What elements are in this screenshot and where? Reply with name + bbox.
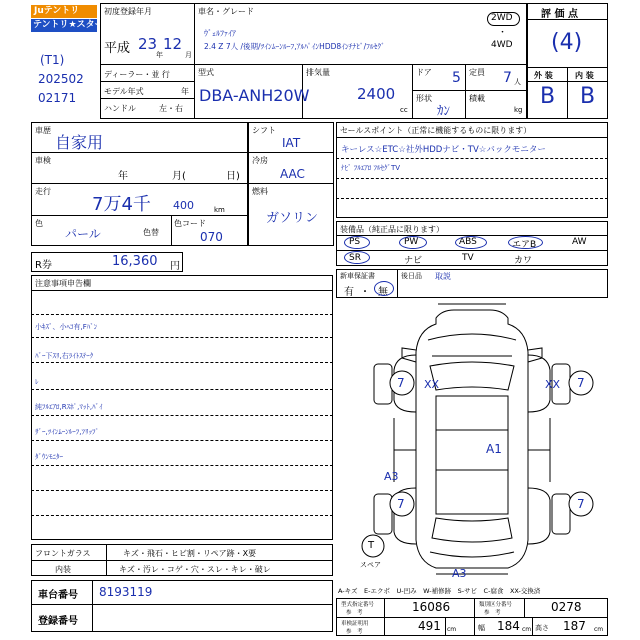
equip-airbag-circle bbox=[508, 236, 543, 249]
color-change-label: 色替 bbox=[143, 228, 159, 237]
equip-ps: PS bbox=[349, 237, 361, 247]
equip-tv: TV bbox=[462, 253, 474, 263]
ac-label: 冷房 bbox=[252, 156, 268, 165]
fuel-label: 燃料 bbox=[252, 187, 268, 196]
capacity-label: 定員 bbox=[469, 68, 485, 77]
interior-cond-value: キズ・汚レ・コゲ・穴・スレ・キレ・破レ bbox=[119, 565, 271, 574]
equip-pw: PW bbox=[404, 237, 419, 247]
width-value: 184 bbox=[497, 619, 520, 633]
drive-4wd: 4WD bbox=[491, 40, 513, 50]
car-name: ｳﾞｪﾙﾌｧｲｱ bbox=[204, 29, 236, 38]
note-line-4: 純ﾌﾙｴｱﾛ,Rｽﾎﾟ,ﾏｯﾄ,ﾊﾞｲ bbox=[35, 403, 103, 411]
front-glass-value: キズ・飛石・ヒビ割・リペア跡・X要 bbox=[123, 549, 257, 558]
equipment-title: 装備品（純正品に限ります） bbox=[340, 225, 444, 234]
color-code-label: 色コード bbox=[174, 219, 206, 228]
type-cert-value: 16086 bbox=[412, 600, 451, 614]
width-label: 幅 bbox=[478, 624, 485, 632]
car-grade: 2.4 Z 7人 /後期/ﾂｲﾝﾑｰﾝﾙｰﾌ,ｱﾙﾊﾟｲﾝHDD8ｲﾝﾁﾅﾋﾞ/ﾌﾙｾｸﾞ bbox=[204, 42, 385, 51]
rear-damage: A3 bbox=[452, 567, 467, 580]
sales-point-line-1: キーレス☆ETC☆社外HDDナビ・TV☆バックモニター bbox=[341, 145, 546, 155]
recycle-box bbox=[31, 252, 183, 272]
length-sub: 参 考 bbox=[346, 629, 363, 635]
capacity-value: 7 bbox=[503, 70, 512, 86]
car-name-label: 車名・グレード bbox=[198, 7, 254, 16]
equip-pw-circle bbox=[399, 236, 427, 249]
logo-bottom: テントリ★スター bbox=[33, 20, 104, 30]
usage-label: 車歴 bbox=[35, 126, 51, 135]
mileage-sub: 400 bbox=[173, 199, 194, 212]
sales-points-title: セールスポイント（正常に機能するものに限ります） bbox=[340, 126, 532, 135]
damage-legend: A-キズ E-エクボ U-凹み W-補修跡 S-サビ C-腐食 XX-交換済 bbox=[338, 587, 541, 595]
equip-sr: SR bbox=[349, 253, 361, 263]
recycle-label: R券 bbox=[35, 260, 52, 271]
front-right-replaced: XX bbox=[545, 378, 561, 391]
tyre-front-left: 7 bbox=[397, 376, 405, 390]
note-line-6: ﾀﾞｳﾝﾓﾆﾀｰ bbox=[35, 453, 63, 461]
equip-airbag: エアB bbox=[512, 240, 537, 250]
dealer-label: ディーラー・並 行 bbox=[104, 70, 170, 79]
width-unit: cm bbox=[522, 626, 532, 633]
displacement-label: 排気量 bbox=[306, 68, 330, 77]
car-damage-diagram bbox=[336, 300, 608, 582]
model-year-label: モデル年式 bbox=[104, 87, 144, 96]
car-outline bbox=[374, 304, 570, 574]
tyre-rear-right: 7 bbox=[577, 497, 585, 511]
note-line-1: 小ｷｽﾞ、小ﾍｺ有,Fﾊﾞﾝ bbox=[35, 323, 98, 331]
color-code-value: 070 bbox=[200, 230, 223, 244]
drive-dot: ・ bbox=[498, 28, 508, 38]
type-cert-label: 型式指定番号 bbox=[341, 602, 375, 608]
handle-label: ハンドル bbox=[104, 104, 136, 113]
recycle-value: 16,360 bbox=[112, 254, 158, 269]
vehicle-header-box bbox=[100, 3, 527, 119]
mileage-value: 7万4千 bbox=[92, 194, 151, 215]
roof-damage: A1 bbox=[486, 442, 502, 456]
load-label: 積載 bbox=[469, 94, 485, 103]
lot-code: (T1) bbox=[40, 53, 65, 67]
fuel-value: ガソリン bbox=[266, 211, 319, 226]
logo-top: Juテントリ bbox=[31, 5, 97, 18]
lot-date: 202502 bbox=[38, 72, 84, 86]
height-label: 高さ bbox=[535, 624, 549, 632]
displacement-value: 2400 bbox=[357, 85, 396, 103]
first-reg-era: 平成 bbox=[104, 41, 131, 56]
exterior-label: 外 装 bbox=[534, 71, 553, 80]
equip-abs-circle bbox=[455, 236, 487, 249]
note-line-3: ﾚ bbox=[35, 378, 39, 386]
later-items-value: 取説 bbox=[435, 272, 451, 281]
equip-aw: AW bbox=[572, 237, 587, 247]
shape-value: ｶﾝ bbox=[437, 104, 450, 119]
km-unit: km bbox=[214, 206, 225, 214]
kg-unit: kg bbox=[514, 106, 523, 114]
notes-title: 注意事項申告欄 bbox=[35, 279, 91, 288]
drive-2wd: 2WD bbox=[491, 13, 513, 23]
front-left-replaced: XX bbox=[424, 378, 440, 391]
spare-tyre-mark: T bbox=[368, 540, 375, 551]
equip-sr-circle bbox=[344, 251, 370, 264]
handle-value: 左・右 bbox=[159, 104, 183, 113]
category-sub: 参 考 bbox=[484, 610, 501, 616]
tyre-rear-left: 7 bbox=[397, 497, 405, 511]
warranty-no-circle bbox=[374, 281, 394, 296]
spare-label: スペア bbox=[360, 561, 381, 569]
type-cert-sub: 参 考 bbox=[346, 610, 363, 616]
later-items-label: 後日品 bbox=[401, 272, 422, 280]
inspection-day: 日) bbox=[226, 171, 240, 182]
first-reg-year: 23 bbox=[138, 35, 158, 53]
front-glass-label: フロントガラス bbox=[35, 549, 91, 558]
length-unit: cm bbox=[447, 626, 457, 633]
overall-grade: (4) bbox=[551, 30, 583, 55]
exterior-grade: B bbox=[540, 84, 556, 109]
model-year-mark: 年 bbox=[181, 87, 189, 96]
warranty-label: 新車保証書 bbox=[340, 272, 375, 280]
warranty-sep: ・ bbox=[360, 287, 370, 298]
color-label: 色 bbox=[35, 219, 43, 228]
inspection-year: 年 bbox=[118, 171, 128, 182]
year-mark: 年 bbox=[156, 51, 163, 59]
warranty-yes: 有 bbox=[344, 287, 354, 298]
grade-title: 評 価 点 bbox=[541, 9, 578, 20]
registration-label: 登録番号 bbox=[38, 616, 78, 627]
equip-abs: ABS bbox=[459, 237, 477, 247]
door-label: ドア bbox=[416, 68, 432, 77]
month-mark: 月 bbox=[185, 51, 192, 59]
equip-ps-circle bbox=[344, 236, 370, 249]
height-value: 187 bbox=[563, 619, 586, 633]
color-value: パール bbox=[65, 227, 101, 241]
shift-value: IAT bbox=[282, 136, 301, 150]
interior-cond-label: 内装 bbox=[55, 565, 71, 574]
interior-label: 内 装 bbox=[575, 71, 594, 80]
category-value: 0278 bbox=[551, 600, 582, 614]
first-reg-label: 初度登録年月 bbox=[104, 7, 152, 16]
inspection-month: 月( bbox=[172, 171, 186, 182]
left-side-damage: A3 bbox=[384, 470, 399, 483]
first-reg-month: 12 bbox=[163, 35, 183, 53]
length-value: 491 bbox=[418, 619, 441, 633]
sales-point-line-2: ﾅﾋﾞ ﾌﾙｴｱﾛ ﾌﾙｾｸﾞTV bbox=[341, 164, 401, 172]
lot-number: 02171 bbox=[38, 91, 77, 105]
equip-leather: カワ bbox=[514, 256, 533, 266]
auction-logo bbox=[31, 5, 104, 49]
capacity-unit: 人 bbox=[514, 78, 521, 86]
cc-unit: cc bbox=[400, 106, 408, 114]
yen-unit: 円 bbox=[170, 261, 180, 272]
length-label: 車検証明用 bbox=[341, 621, 369, 627]
shape-label: 形状 bbox=[416, 94, 432, 103]
ac-value: AAC bbox=[280, 167, 305, 181]
shift-label: シフト bbox=[252, 126, 276, 135]
interior-grade: B bbox=[580, 84, 596, 109]
note-line-5: ｻﾞｰ,ﾂｲﾝﾑｰﾝﾙｰﾌ,ﾌﾘｯﾌﾟ bbox=[35, 428, 99, 436]
usage-value: 自家用 bbox=[55, 133, 104, 152]
warranty-no: 無 bbox=[378, 287, 388, 298]
door-value: 5 bbox=[452, 70, 461, 86]
category-label: 類別区分番号 bbox=[479, 602, 513, 608]
model-value: DBA-ANH20W bbox=[199, 86, 310, 105]
inspection-label: 車検 bbox=[35, 156, 51, 165]
chassis-label: 車台番号 bbox=[38, 590, 78, 601]
mileage-label: 走行 bbox=[35, 187, 51, 196]
model-label: 型式 bbox=[198, 68, 214, 77]
equip-navi: ナビ bbox=[404, 256, 423, 266]
tyre-front-right: 7 bbox=[577, 376, 585, 390]
note-line-2: ﾊﾞｰ下ｽﾘ,右ﾗｲﾄｽﾃｰｸ bbox=[35, 352, 94, 360]
height-unit: cm bbox=[594, 626, 604, 633]
chassis-value: 8193119 bbox=[99, 585, 153, 599]
